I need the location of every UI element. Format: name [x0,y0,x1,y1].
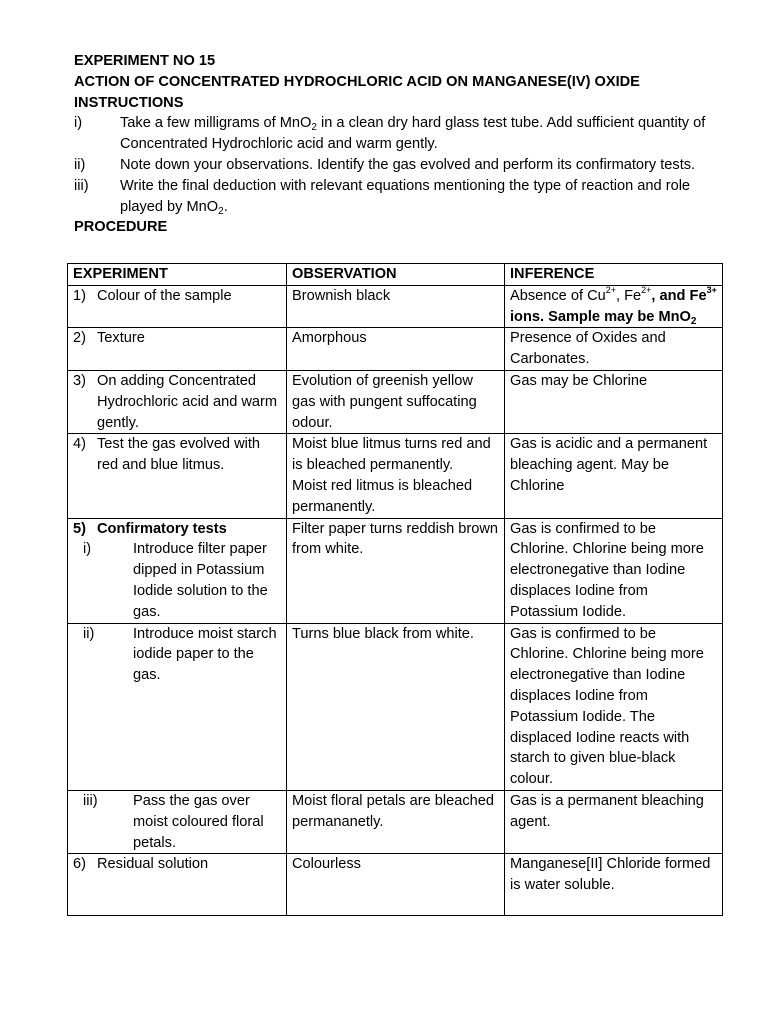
experiment-cell: 2) Texture [68,328,287,371]
table-row [68,790,723,853]
inference-cell: Gas is a permanent bleaching agent. [505,790,723,853]
experiment-title: EXPERIMENT NO 15 [74,53,216,69]
table-row [68,370,723,433]
instruction-text: Note down your observations. Identify the gas evolved and perform its confirmatory tests. [120,156,696,173]
table-row [68,518,723,623]
inference-cell: Gas is acidic and a permanent bleaching agent. May be Chlorine [505,434,723,518]
instruction-item [74,155,724,176]
instruction-item [74,176,724,218]
column-header-observation: OBSERVATION [287,264,505,286]
table-header-row [68,264,723,286]
procedure-heading: PROCEDURE [74,219,168,236]
observation-cell: Filter paper turns reddish brown from white. [287,518,505,623]
table-row [68,623,723,790]
experiment-cell: ii) Introduce moist starch iodide paper to the gas. [68,623,287,790]
experiment-cell: 6) Residual solution [68,854,287,916]
table-row [68,434,723,518]
instruction-number: ii) [74,156,86,173]
procedure-table [67,263,723,916]
instructions-heading: INSTRUCTIONS [74,94,184,111]
experiment-subtitle: ACTION OF CONCENTRATED HYDROCHLORIC ACID ON MANGANESE(IV) OXIDE [74,73,640,90]
observation-cell: Colourless [287,854,505,916]
experiment-cell: 5) Confirmatory tests i) Introduce filter paper dipped in Potassium Iodide solution to the gas. [68,518,287,623]
observation-cell: Turns blue black from white. [287,623,505,790]
observation-cell: Brownish black [287,285,505,328]
instruction-text: Take a few milligrams of MnO$_2$ in a clean dry hard glass test tube. Add sufficient quantity of Concentrated Hydrochloric acid and warm gently. [120,115,706,153]
instruction-item [74,113,724,155]
observation-cell: Moist floral petals are bleached permananetly. [287,790,505,853]
inference-cell: Gas may be Chlorine [505,370,723,433]
inference-cell: Absence of $Cu^{2+}$, $Fe^{2+}$, and $Fe^{3+}$ ions. Sample may be MnO$_2$ [505,285,723,328]
document-page [74,51,724,238]
table-row [68,328,723,371]
instruction-number: i) [74,115,83,132]
inference-cell: Gas is confirmed to be Chlorine. Chlorine being more electronegative than Iodine displaces Iodine from Potassium Iodide. The displaced Iodine reacts with starch to given blue-black colour. [505,623,723,790]
observation-cell: Amorphous [287,328,505,371]
inference-cell: Gas is confirmed to be Chlorine. Chlorine being more electronegative than Iodine displaces Iodine from Potassium Iodide. [505,518,723,623]
table-row [68,854,723,916]
column-header-inference: INFERENCE [505,264,723,286]
column-header-experiment: EXPERIMENT [68,264,287,286]
observation-cell: Moist blue litmus turns red and is bleached permanently. Moist red litmus is bleached permanently. [287,434,505,518]
inference-cell: Manganese[II] Chloride formed is water soluble. [505,854,723,916]
inference-cell: Presence of Oxides and Carbonates. [505,328,723,371]
table-row [68,285,723,328]
instruction-text: Write the final deduction with relevant equations mentioning the type of reaction and role played by MnO$_2$. [120,177,691,217]
experiment-cell: 1) Colour of the sample [68,285,287,328]
experiment-cell: 4) Test the gas evolved with red and blue litmus. [68,434,287,518]
experiment-cell: 3) On adding Concentrated Hydrochloric acid and warm gently. [68,370,287,433]
instruction-number: iii) [74,177,89,194]
observation-cell: Evolution of greenish yellow gas with pungent suffocating odour. [287,370,505,433]
experiment-cell: iii) Pass the gas over moist coloured floral petals. [68,790,287,853]
